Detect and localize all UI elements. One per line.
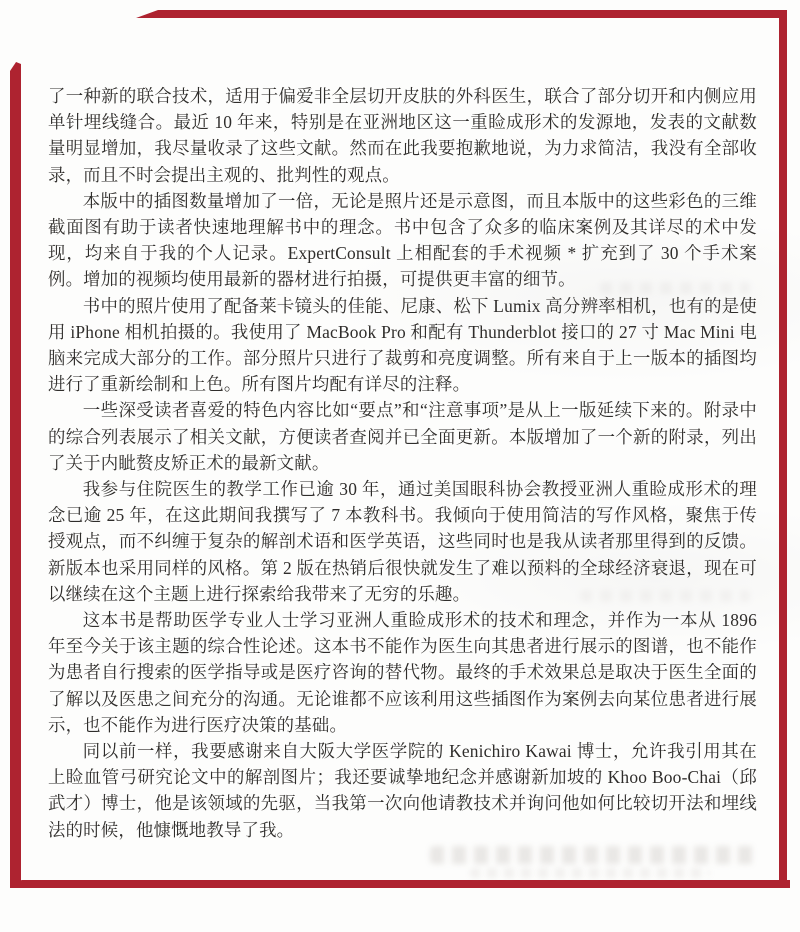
preface-paragraph: 了一种新的联合技术，适用于偏爱非全层切开皮肤的外科医生，联合了部分切开和内侧应用单针埋线缝合。最近 10 年来，特别是在亚洲地区这一重睑成形术的发源地，发表的文献数量明显增加，我尽量收录了这些文献。然而在此我要抱歉地说，为力求简洁，我没有全部收录，而且不时会提出主观的、批判性的观点。 xyxy=(48,86,757,185)
preface-paragraph: 本版中的插图数量增加了一倍，无论是照片还是示意图，而且本版中的这些彩色的三维截面图有助于读者快速地理解书中的理念。书中包含了众多的临床案例及其详尽的术中发现，均来自于我的个人记录。ExpertConsult 上相配套的手术视频 * 扩充到了 30 个手术案例。增加的视频均使用最新的器材进行拍摄，可提供更丰富的细节。 xyxy=(48,190,757,290)
ink-bleed-through xyxy=(470,868,710,878)
preface-paragraph: 同以前一样，我要感谢来自大阪大学医学院的 Kenichiro Kawai 博士，允许我引用其在上睑血管弓研究论文中的解剖图片；我还要诚挚地纪念并感谢新加坡的 Khoo Boo-Chai（邱武才）博士，他是该领域的先驱，当我第一次向他请教技术并询问他如何比较切开法和埋线法的时候，他慷慨地教导了我。 xyxy=(48,741,757,840)
red-cover-edge-right xyxy=(779,10,787,888)
preface-paragraph: 我参与住院医生的教学工作已逾 30 年，通过美国眼科协会教授亚洲人重睑成形术的理念已逾 25 年，在这此期间我撰写了 7 本教科书。我倾向于使用简洁的写作风格，聚焦于传授观点，而不纠缠于复杂的解剖术语和医学英语，这些同时也是我从读者那里得到的反馈。新版本也采用同样的风格。第 2 版在热销后很快就发生了难以预料的全球经济衰退，现在可以继续在这个主题上进行探索给我带来了无穷的乐趣。 xyxy=(48,479,757,604)
preface-paragraph: 书中的照片使用了配备莱卡镜头的佳能、尼康、松下 Lumix 高分辨率相机，也有的是使用 iPhone 相机拍摄的。我使用了 MacBook Pro 和配有 Thunderblot 接口的 27 寸 Mac Mini 电脑来完成大部分的工作。部分照片只进行了裁剪和亮度调整。所有来自于上一版本的插图均进行了重新绘制和上色。所有图片均配有详尽的注释。 xyxy=(48,295,757,395)
preface-paragraph: 这本书是帮助医学专业人士学习亚洲人重睑成形术的技术和理念，并作为一本从 1896 年至今关于该主题的综合性论述。这本书不能作为医生向其患者进行展示的图谱，也不能作为患者自行搜索的医学指导或是医疗咨询的替代物。最终的手术效果总是取决于医生全面的了解以及医患之间充分的沟通。无论谁都不应该利用这些插图作为案例去向某位患者进行展示，也不能作为进行医疗决策的基础。 xyxy=(48,610,757,735)
red-cover-edge-top xyxy=(136,10,787,18)
preface-text-block xyxy=(48,83,757,843)
ink-bleed-through xyxy=(430,846,760,864)
preface-paragraph: 一些深受读者喜爱的特色内容比如“要点”和“注意事项”是从上一版延续下来的。附录中的综合列表展示了相关文献，方便读者查阅并已全面更新。本版增加了一个新的附录，列出了关于内眦赘皮矫正术的最新文献。 xyxy=(48,400,757,473)
red-cover-edge-left xyxy=(10,62,21,888)
red-cover-edge-bottom xyxy=(10,880,790,888)
